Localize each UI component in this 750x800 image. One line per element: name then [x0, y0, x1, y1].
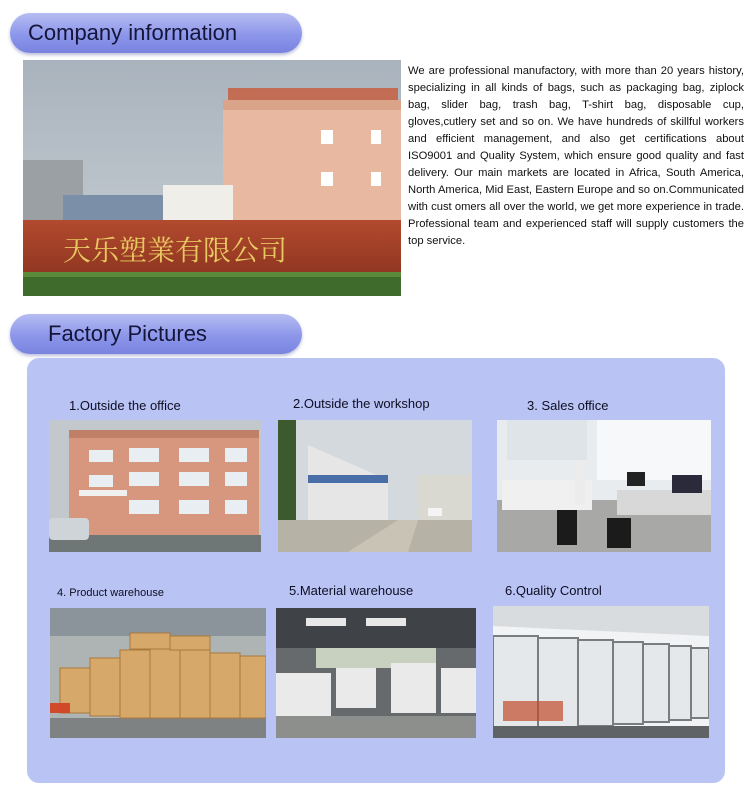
sales-office-photo [497, 420, 711, 552]
material-warehouse-photo [276, 608, 476, 738]
picture-caption-outside-office: 1.Outside the office [69, 398, 181, 413]
picture-caption-material-warehouse: 5.Material warehouse [289, 583, 414, 598]
picture-caption-product-warehouse: 4. Product warehouse [57, 587, 165, 599]
company-description: We are professional manufactory, with more than 20 years history, specializing in all kinds of bags, such as packaging bag, ziplock bag, slider bag, trash bag, T-shirt bag, disposable cup, gloves,cutlery set and so on. We have hundreds of skillful workers and efficient management, and also get certifications about ISO9001 and Quality System, which ensure good quality and fast delivery. Our main markets are located in Africa, South America, North America, Mid East, Eastern Europe and so on.Communicated with cust omers all over the world, we get more experience in trade. Professional team and experienced staff will supply customers the top service. [408, 65, 744, 247]
company-information-heading [10, 13, 302, 53]
product-warehouse-photo [50, 608, 266, 738]
company-building-photo [23, 60, 401, 296]
picture-caption-quality-control: 6.Quality Control [505, 583, 602, 598]
company-information-heading-text: Company information [28, 20, 238, 45]
company-sign-text: 天乐塑業有限公司 [63, 234, 288, 267]
factory-pictures-heading-text: Factory Pictures [48, 321, 207, 346]
factory-pictures-panel [27, 358, 725, 783]
outside-office-photo [49, 420, 261, 552]
picture-caption-sales-office: 3. Sales office [527, 398, 609, 413]
outside-workshop-photo [278, 420, 472, 552]
factory-pictures-heading [10, 314, 302, 354]
picture-caption-outside-workshop: 2.Outside the workshop [293, 396, 430, 411]
quality-control-photo [493, 606, 709, 738]
